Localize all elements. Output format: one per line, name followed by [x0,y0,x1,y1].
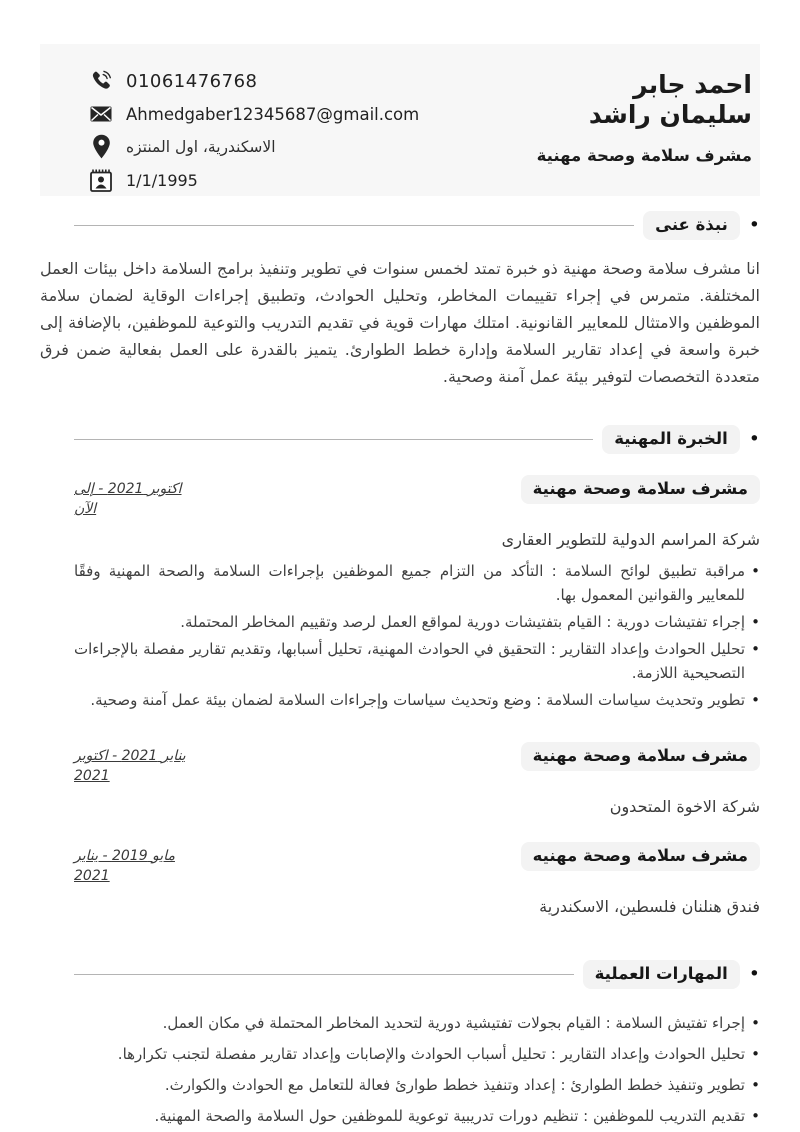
job-title: مشرف سلامة وصحة مهنية [521,475,760,504]
skill-item: • إجراء تفتيش السلامة : القيام بجولات تفتيشية دورية لتحديد المخاطر المحتملة في مكان العمل. [74,1011,760,1036]
skills-list [40,1011,760,1129]
contact-block [40,68,419,196]
job-entry [40,475,760,712]
job-bullet: • مراقبة تطبيق لوائح السلامة : التأكد من التزام جميع الموظفين بإجراءات السلامة والصحة المهنية وفقًا للمعايير والقوانين المعمول بها. [74,559,760,607]
location-text: الاسكندرية، اول المنتزه [126,138,276,156]
email-address: Ahmedgaber12345687@gmail.com [126,104,420,124]
about-paragraph: انا مشرف سلامة وصحة مهنية ذو خبرة تمتد لخمس سنوات في تطوير وتنفيذ برامج السلامة داخل بيئات العمل المختلفة. متمرس في إجراء تقييمات المخاطر، وتحليل الحوادث، وتطبيق إجراءات الوقاية لضمان سلامة الموظفين والامتثال للمعايير القانونية. امتلك مهارات قوية في تقديم التدريب والتوعية للموظفين، بالإضافة إلى خبرة واسعة في إعداد تقارير السلامة وإدارة خطط الطوارئ. يتميز بالقدرة على العمل بفعالية ضمن فرق متعددة التخصصات لتوفير بيئة عمل آمنة وصحية. [40,259,760,386]
section-bullet-icon: • [748,428,760,450]
job-entry [40,742,760,816]
contact-row-phone [88,68,419,94]
job-company: فندق هنلنان فلسطين، الاسكندرية [539,897,760,916]
person-name-line1: احمد جابر [633,70,752,99]
experience-section-header [40,425,760,454]
job-bullet: • تحليل الحوادث وإعداد التقارير : التحقيق في الحوادث المهنية، تحليل أسبابها، وتقديم تقارير مفصلة بالإجراءات التصحيحية اللازمة. [74,637,760,685]
job-dates: مايو 2019 - يناير 2021 [74,848,175,884]
identity-block [537,70,752,196]
job-dates: اكتوبر 2021 - إلى الآن [74,481,182,517]
skills-section-title: المهارات العملية [583,960,740,989]
section-divider-line [74,439,593,440]
job-entry [40,842,760,916]
contact-row-birthdate [88,167,419,193]
experience-section-title: الخبرة المهنية [602,425,740,454]
skill-item: • تطوير وتنفيذ خطط الطوارئ : إعداد وتنفيذ خطط طوارئ فعالة للتعامل مع الحوادث والكوارث. [74,1073,760,1098]
calendar-icon [88,169,114,192]
skills-section-header [40,960,760,989]
section-bullet-icon: • [748,214,760,236]
birthdate-text: 1/1/1995 [126,170,198,190]
contact-row-email [88,101,419,127]
job-dates: يناير 2021 - اكتوبر 2021 [74,748,186,784]
job-title: مشرف سلامة وصحة مهنيه [521,842,760,871]
section-divider-line [74,974,574,975]
job-bullet: • تطوير وتحديث سياسات السلامة : وضع وتحديث سياسات وإجراءات السلامة لضمان بيئة عمل آمنة وصحية. [74,688,760,712]
envelope-icon [88,106,114,122]
job-title-row [40,742,760,786]
cv-page [0,44,800,1129]
header-band [40,44,760,196]
job-title-row [40,475,760,519]
job-company: شركة الاخوة المتحدون [609,797,760,816]
about-section-title: نبذة عنى [643,211,740,240]
person-name-line2: سليمان راشد [588,100,752,129]
person-headline: مشرف سلامة وصحة مهنية [536,146,752,165]
section-bullet-icon: • [748,963,760,985]
skill-item: • تحليل الحوادث وإعداد التقارير : تحليل أسباب الحوادث والإصابات وإعداد تقارير مفصلة لتجنب تكرارها. [74,1042,760,1067]
job-title-row [40,842,760,886]
skill-item: • تقديم التدريب للموظفين : تنظيم دورات تدريبية توعوية للموظفين حول السلامة والصحة المهنية. [74,1104,760,1129]
section-divider-line [74,225,634,226]
job-company: شركة المراسم الدولية للتطوير العقارى [501,530,760,549]
about-section-header [40,211,760,240]
phone-icon [88,69,114,93]
map-pin-icon [88,134,114,160]
job-bullet: • إجراء تفتيشات دورية : القيام بتفتيشات دورية لمواقع العمل لرصد وتقييم المخاطر المحتملة. [74,610,760,634]
job-bullet-list [40,559,760,712]
contact-row-location [88,134,419,160]
job-title: مشرف سلامة وصحة مهنية [521,742,760,771]
phone-number: 01061476768 [126,70,258,92]
